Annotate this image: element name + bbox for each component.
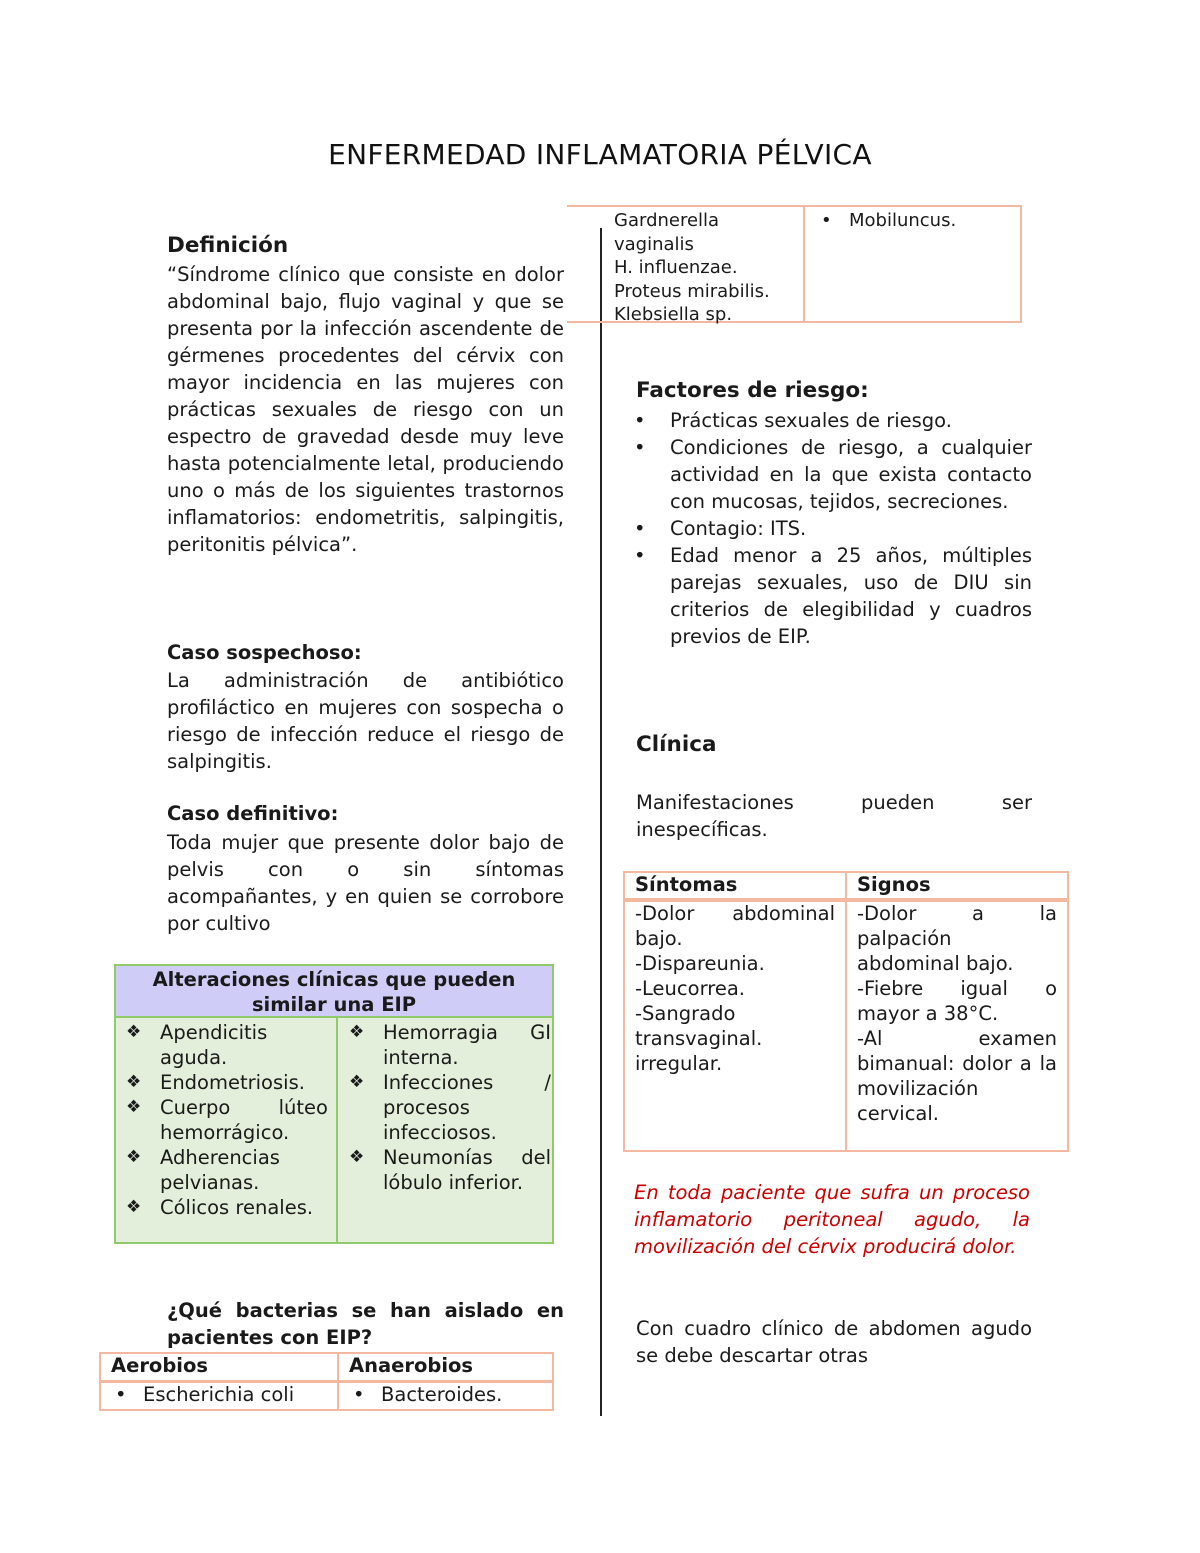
table-border [1020, 205, 1022, 323]
aerobes-header: Aerobios [100, 1353, 338, 1382]
list-item: ❖ Cólicos renales. [126, 1196, 314, 1219]
bullet-icon: • [353, 1383, 365, 1406]
table-cell: • Bacteroides. [338, 1382, 553, 1411]
table-border [567, 205, 1022, 207]
list-item: vaginalis [614, 233, 694, 255]
final-text: Con cuadro clínico de abdomen agudo se debe descartar otras [636, 1317, 1032, 1367]
bacteria-table [99, 1352, 554, 1411]
list-item: ❖ Infecciones / procesos infecciosos. [349, 1071, 551, 1144]
alterations-table [114, 964, 554, 1244]
bacteria-table-continued [567, 205, 1022, 323]
table-cell: • Escherichia coli [100, 1382, 338, 1411]
bullet-icon: • [634, 517, 646, 540]
list-item: ❖ Cuerpo lúteo hemorrágico. [126, 1096, 328, 1144]
table-border [1067, 871, 1069, 1152]
list-item: Proteus mirabilis. [614, 280, 770, 302]
clinic-text: Manifestaciones pueden ser inespecíficas. [636, 791, 1032, 841]
definition-heading: Definición [167, 233, 289, 258]
list-item: Klebsiella sp. [614, 304, 733, 325]
signs-cell [857, 901, 1057, 1126]
page-title: ENFERMEDAD INFLAMATORIA PÉLVICA [328, 138, 872, 171]
risk-factors-list [634, 407, 1032, 650]
list-item: • Contagio: ITS. [634, 517, 807, 540]
diamond-bullet-icon: ❖ [126, 1097, 142, 1117]
bullet-icon: • [115, 1383, 127, 1406]
symptoms-header: Síntomas [635, 873, 738, 896]
list-item: Gardnerella [614, 210, 720, 231]
alterations-left-list [116, 1020, 328, 1220]
list-item: H. influenzae. [614, 257, 738, 278]
bacteria-question: ¿Qué bacterias se han aislado en pacientes con EIP? [167, 1299, 564, 1349]
definitive-case-heading: Caso definitivo: [167, 802, 339, 825]
list-item: -Al examen bimanual: dolor a la movilización cervical. [857, 1027, 1057, 1125]
list-item: -Dolor abdominal bajo. [635, 902, 835, 950]
list-item: -Dispareunia. [635, 952, 765, 975]
alterations-right-list [339, 1020, 551, 1195]
list-item: ❖ Hemorragia GI interna. [349, 1021, 551, 1069]
symptoms-signs-table [623, 871, 1069, 1153]
symptoms-cell [635, 901, 835, 1076]
bullet-icon: • [634, 409, 646, 432]
diamond-bullet-icon: ❖ [126, 1197, 142, 1217]
anaerobes-continued: • Mobiluncus. [817, 209, 956, 233]
bullet-icon: • [821, 210, 832, 231]
list-item: -Leucorrea. [635, 977, 745, 1000]
definition-text: “Síndrome clínico que consiste en dolor abdominal bajo, flujo vaginal y que se presenta por la infección ascendente de gérmenes procedentes del cérvix con mayor incidencia en las mujeres con prácticas sexuales de riesgo con un espectro de gravedad desde muy leve hasta potencialmente letal, produciendo uno o más de los siguientes trastornos inflamatorios: endometritis, salpingitis, peritonitis pélvica”. [167, 263, 564, 556]
list-item: • Edad menor a 25 años, múltiples parejas sexuales, uso de DIU sin criterios de elegibilidad y cuadros previos de EIP. [634, 544, 1032, 648]
definitive-case-text: Toda mujer que presente dolor bajo de pelvis con o sin síntomas acompañantes, y en quien se corrobore por cultivo [167, 831, 564, 935]
list-item: ❖ Apendicitis aguda. [126, 1021, 268, 1069]
table-divider [336, 1018, 338, 1244]
diamond-bullet-icon: ❖ [126, 1072, 142, 1092]
list-item: -Sangrado transvaginal. irregular. [635, 1002, 763, 1075]
diamond-bullet-icon: ❖ [349, 1147, 365, 1167]
table-border [803, 205, 805, 323]
signs-header: Signos [857, 873, 931, 896]
bullet-icon: • [634, 544, 646, 567]
table-border [623, 871, 625, 1152]
suspect-case-text: La administración de antibiótico profiláctico en mujeres con sospecha o riesgo de infección reduce el riesgo de salpingitis. [167, 669, 564, 773]
list-item: -Fiebre igual o mayor a 38°C. [857, 977, 1057, 1025]
list-item: ❖ Adherencias pelvianas. [126, 1146, 280, 1194]
diamond-bullet-icon: ❖ [349, 1072, 365, 1092]
list-item: ❖ Neumonías del lóbulo inferior. [349, 1146, 551, 1194]
alterations-header: Alteraciones clínicas que pueden similar una EIP [116, 966, 552, 1018]
diamond-bullet-icon: ❖ [126, 1022, 142, 1042]
risk-factors-heading: Factores de riesgo: [636, 378, 869, 403]
suspect-case-heading: Caso sospechoso: [167, 641, 362, 664]
list-item: • Prácticas sexuales de riesgo. [634, 409, 952, 432]
aerobes-continued-list [614, 209, 770, 327]
list-item: -Dolor a la palpación abdominal bajo. [857, 902, 1057, 975]
clinic-heading: Clínica [636, 732, 717, 757]
anaerobes-header: Anaerobios [338, 1353, 553, 1382]
list-item: ❖ Endometriosis. [126, 1071, 305, 1094]
bullet-icon: • [634, 436, 646, 459]
list-item: • Condiciones de riesgo, a cualquier actividad en la que exista contacto con mucosas, tejidos, secreciones. [634, 436, 1032, 513]
red-note: En toda paciente que sufra un proceso inflamatorio peritoneal agudo, la movilización del cérvix producirá dolor. [634, 1181, 1030, 1258]
column-divider [600, 228, 602, 1416]
table-border [845, 871, 847, 1152]
diamond-bullet-icon: ❖ [126, 1147, 142, 1167]
diamond-bullet-icon: ❖ [349, 1022, 365, 1042]
